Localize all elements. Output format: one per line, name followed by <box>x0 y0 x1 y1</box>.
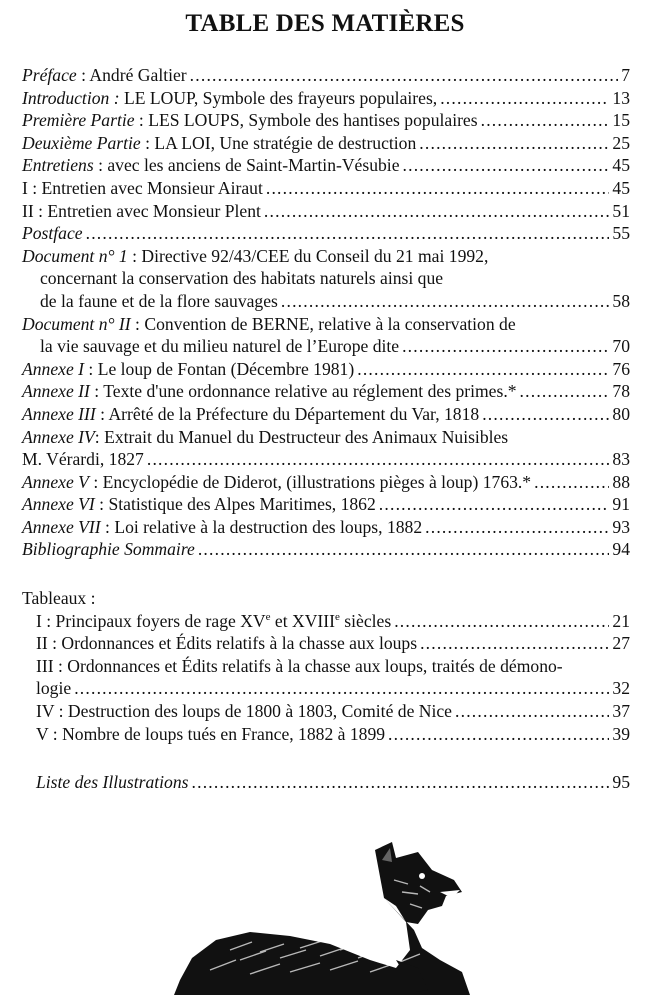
page-number: 55 <box>612 223 630 244</box>
entry-prefix: Document n° II <box>22 313 131 334</box>
entry-prefix: Deuxième Partie <box>22 132 141 153</box>
toc-entry-deuxieme-partie[interactable] <box>22 132 630 155</box>
dot-leader <box>534 471 609 494</box>
dot-leader <box>264 200 609 223</box>
entry-prefix: Annexe V <box>22 471 89 492</box>
page-number: 93 <box>612 516 630 537</box>
entry-prefix: Annexe I <box>22 358 85 379</box>
entry-text: II : Entretien avec Monsieur Plent <box>22 200 261 221</box>
dot-leader <box>266 177 610 200</box>
entry-text-continued: concernant la conservation des habitats naturels ainsi que <box>40 268 444 289</box>
dot-leader <box>74 677 609 700</box>
entry-text: : Encyclopédie de Diderot, (illustrations pièges à loup) 1763.* <box>88 471 532 492</box>
toc-entry-annexe-5[interactable] <box>22 471 630 494</box>
page-number: 37 <box>612 701 630 722</box>
entry-prefix: Annexe VII <box>22 516 101 537</box>
page-number: 70 <box>612 336 630 357</box>
dot-leader <box>388 723 609 746</box>
entry-text: : Extrait du Manuel du Destructeur des Animaux Nuisibles <box>94 426 509 447</box>
section-spacer <box>22 745 630 771</box>
dot-leader <box>86 222 610 245</box>
entry-prefix: Entretiens <box>22 155 94 176</box>
entry-prefix: Introduction : <box>22 87 120 108</box>
toc-entry-document-2[interactable] <box>22 313 630 358</box>
dot-leader <box>419 132 609 155</box>
entry-text-continued: logie <box>36 678 72 699</box>
dot-leader <box>402 335 609 358</box>
dot-leader <box>198 538 610 561</box>
entry-text: : Directive 92/43/CEE du Conseil du 21 mai 1992, <box>127 245 489 266</box>
entry-text-continued: la vie sauvage et du milieu naturel de l’Europe dite <box>40 336 400 357</box>
page-title: TABLE DES MATIÈRES <box>185 10 465 37</box>
entry-text: V : Nombre de loups tués en France, 1882 à 1899 <box>36 723 386 744</box>
entry-prefix: Annexe II <box>22 381 90 402</box>
entry-prefix: Postface <box>22 223 83 244</box>
dot-leader <box>481 109 610 132</box>
page-number: 21 <box>612 610 630 631</box>
entry-text: II : Ordonnances et Édits relatifs à la chasse aux loups <box>36 633 418 654</box>
dot-leader <box>281 290 610 313</box>
toc-entry-illustrations[interactable] <box>22 771 630 794</box>
page-number: 25 <box>612 132 630 153</box>
entry-text: : LES LOUPS, Symbole des hantises populaires <box>134 110 478 131</box>
entry-text: : André Galtier <box>76 65 187 85</box>
page-number: 76 <box>612 358 630 379</box>
entry-text: siècles <box>339 610 392 631</box>
entry-text: : Le loup de Fontan (Décembre 1981) <box>84 358 355 379</box>
entry-prefix: Document n° 1 <box>22 245 128 266</box>
entry-text: : Loi relative à la destruction des loups, 1882 <box>100 516 423 537</box>
dot-leader <box>394 610 609 633</box>
page-number: 58 <box>612 290 630 311</box>
toc-entry-entretien-airaut[interactable] <box>22 177 630 200</box>
page-number: 78 <box>612 381 630 402</box>
entry-text: : LA LOI, Une stratégie de destruction <box>140 132 417 153</box>
entry-prefix: Annexe IV <box>22 426 95 447</box>
entry-prefix: Annexe III <box>22 403 96 424</box>
entry-text: : Statistique des Alpes Maritimes, 1862 <box>94 494 376 515</box>
entry-prefix: Annexe VI <box>22 494 95 515</box>
toc-entry-postface[interactable] <box>22 222 630 245</box>
entry-text: et XVIII <box>270 610 335 631</box>
page-number: 27 <box>612 633 630 654</box>
toc-entry-bibliographie[interactable] <box>22 538 630 561</box>
toc-entry-annexe-6[interactable] <box>22 493 630 516</box>
dot-leader <box>482 403 609 426</box>
wolf-engraving-illustration <box>170 840 490 995</box>
entry-text-continued: de la faune et de la flore sauvages <box>40 290 278 311</box>
page-number: 13 <box>612 87 630 108</box>
tables-heading <box>22 587 630 610</box>
entry-text-continued: M. Vérardi, 1827 <box>22 449 144 470</box>
section-spacer <box>22 561 630 587</box>
dot-leader <box>425 516 609 539</box>
toc-entry-annexe-3[interactable] <box>22 403 630 426</box>
dot-leader <box>379 493 610 516</box>
page-number: 45 <box>612 155 630 176</box>
table-of-contents <box>22 64 630 794</box>
toc-entry-preface[interactable] <box>22 64 630 87</box>
entry-text: III : Ordonnances et Édits relatifs à la chasse aux loups, traités de démono- <box>36 655 563 676</box>
entry-text: LE LOUP, Symbole des frayeurs populaires, <box>119 87 438 108</box>
entry-text: : avec les anciens de Saint-Martin-Vésubie <box>93 155 400 176</box>
page-number: 80 <box>612 403 630 424</box>
superscript: e <box>335 610 340 623</box>
entry-prefix: Préface <box>22 65 77 85</box>
dot-leader <box>190 64 619 87</box>
page-number: 95 <box>612 772 630 793</box>
dot-leader <box>357 358 609 381</box>
dot-leader <box>520 380 610 403</box>
page-number: 15 <box>612 110 630 131</box>
entry-text: : Texte d'une ordonnance relative au réglement des primes.* <box>89 381 517 402</box>
toc-table-entry-3[interactable] <box>22 655 630 700</box>
page-number: 39 <box>612 723 630 744</box>
toc-table-entry-4[interactable] <box>22 700 630 723</box>
toc-entry-premiere-partie[interactable] <box>22 109 630 132</box>
page-number: 83 <box>612 449 630 470</box>
toc-entry-entretien-plent[interactable] <box>22 200 630 223</box>
toc-entry-annexe-2[interactable] <box>22 380 630 403</box>
page-number: 51 <box>612 200 630 221</box>
dot-leader <box>403 154 610 177</box>
page-number: 32 <box>612 678 630 699</box>
entry-text: : Convention de BERNE, relative à la conservation de <box>130 313 516 334</box>
toc-entry-annexe-1[interactable] <box>22 358 630 381</box>
page-number: 88 <box>612 471 630 492</box>
toc-entry-annexe-4[interactable] <box>22 426 630 471</box>
dot-leader <box>455 700 609 723</box>
toc-entry-introduction[interactable] <box>22 87 630 110</box>
superscript: e <box>265 610 271 623</box>
dot-leader <box>147 448 610 471</box>
entry-prefix: Première Partie <box>22 110 135 131</box>
toc-table-entry-2[interactable] <box>22 632 630 655</box>
page-number: 91 <box>612 494 630 515</box>
entry-prefix: Liste des Illustrations <box>36 772 189 793</box>
entry-text: IV : Destruction des loups de 1800 à 1803, Comité de Nice <box>36 701 452 722</box>
dot-leader <box>192 771 610 794</box>
toc-entry-entretiens[interactable] <box>22 154 630 177</box>
entry-text: : Arrêté de la Préfecture du Département du Var, 1818 <box>95 403 480 424</box>
toc-table-entry-1[interactable] <box>22 610 630 633</box>
page-number: 94 <box>612 539 630 560</box>
toc-entry-document-1[interactable] <box>22 245 630 313</box>
page-number: 45 <box>612 177 630 198</box>
entry-text: I : Principaux foyers de rage XV <box>36 610 266 631</box>
dot-leader <box>440 87 609 110</box>
tables-heading-label: Tableaux : <box>22 588 96 609</box>
page-number: 7 <box>621 65 630 85</box>
toc-table-entry-5[interactable] <box>22 723 630 746</box>
entry-text: I : Entretien avec Monsieur Airaut <box>22 177 263 198</box>
entry-prefix: Bibliographie Sommaire <box>22 539 195 560</box>
dot-leader <box>420 632 609 655</box>
toc-entry-annexe-7[interactable] <box>22 516 630 539</box>
